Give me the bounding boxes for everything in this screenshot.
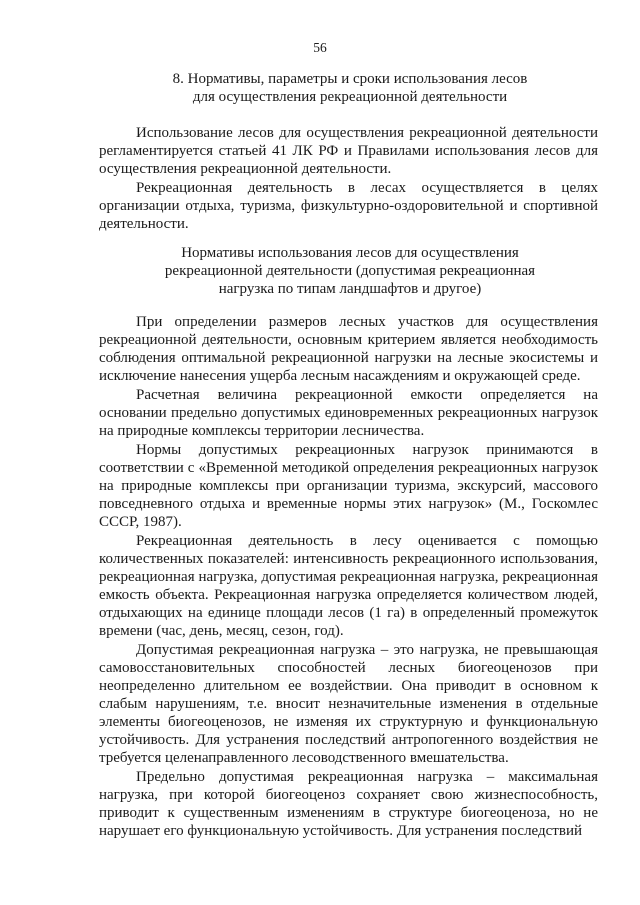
subsection-title-line: Нормативы использования лесов для осуществления	[181, 245, 519, 261]
paragraph: Допустимая рекреационная нагрузка – это нагрузка, не превышающая самовосстановительных способностей лесных биогеоценозов при неопределенно длительном ее воздействии. Она приводит в основном к слабым нарушениям, т.е. вносит незначительные изменения в отдельные элементы биогеоценозов, не изменяя их структурную и функциональную устойчивость. Для устранения последствий антропогенного воздействия не требуется целенаправленного лесоводственного вмешательства.	[99, 642, 598, 766]
paragraph: Расчетная величина рекреационной емкости определяется на основании предельно допустимых единовременных рекреационных нагрузок на природные комплексы территории лесничества.	[99, 387, 598, 439]
paragraph: Использование лесов для осуществления рекреационной деятельности регламентируется статьей 41 ЛК РФ и Правилами использования лесов для осуществления рекреационной деятельности.	[99, 125, 598, 177]
section-title-line: 8. Нормативы, параметры и сроки использования лесов	[172, 71, 528, 87]
subsection-title-line: нагрузка по типам ландшафтов и другое)	[218, 281, 482, 297]
paragraph: Рекреационная деятельность в лесу оценивается с помощью количественных показателей: интенсивность рекреационного использования, рекреационная нагрузка, допустимая рекреационная нагрузка, рекреационная емкость объекта. Рекреационная нагрузка определяется количеством людей, отдыхающих на единице площади лесов (1 га) в определенный промежуток времени (час, день, месяц, сезон, год).	[99, 533, 598, 639]
subsection-title	[100, 244, 600, 298]
section-intro	[99, 124, 598, 234]
paragraph: При определении размеров лесных участков для осуществления рекреационной деятельности, основным критерием является необходимость соблюдения оптимальной рекреационной нагрузки на лесные экосистемы и исключение нанесения ущерба лесным насаждениям и окружающей среде.	[99, 314, 598, 384]
paragraph: Предельно допустимая рекреационная нагрузка – максимальная нагрузка, при которой биогеоценоз сохраняет свою жизнеспособность, приводит к существенным изменениям в структуре биогеоценоза, но не нарушает его функциональную устойчивость. Для устранения последствий	[99, 769, 598, 839]
subsection-body	[99, 313, 598, 841]
section-title	[100, 70, 600, 106]
paragraph: Рекреационная деятельность в лесах осуществляется в целях организации отдыха, туризма, физкультурно-оздоровительной и спортивной деятельности.	[99, 180, 598, 232]
page-number: 56	[313, 40, 327, 55]
paragraph: Нормы допустимых рекреационных нагрузок принимаются в соответствии с «Временной методикой определения рекреационных нагрузок на природные комплексы при организации туризма, экскурсий, массового повседневного отдыха и временные нормы этих нагрузок» (М., Госкомлес СССР, 1987).	[99, 442, 598, 530]
section-title-line: для осуществления рекреационной деятельности	[192, 89, 508, 105]
subsection-title-line: рекреационной деятельности (допустимая рекреационная	[164, 263, 536, 279]
